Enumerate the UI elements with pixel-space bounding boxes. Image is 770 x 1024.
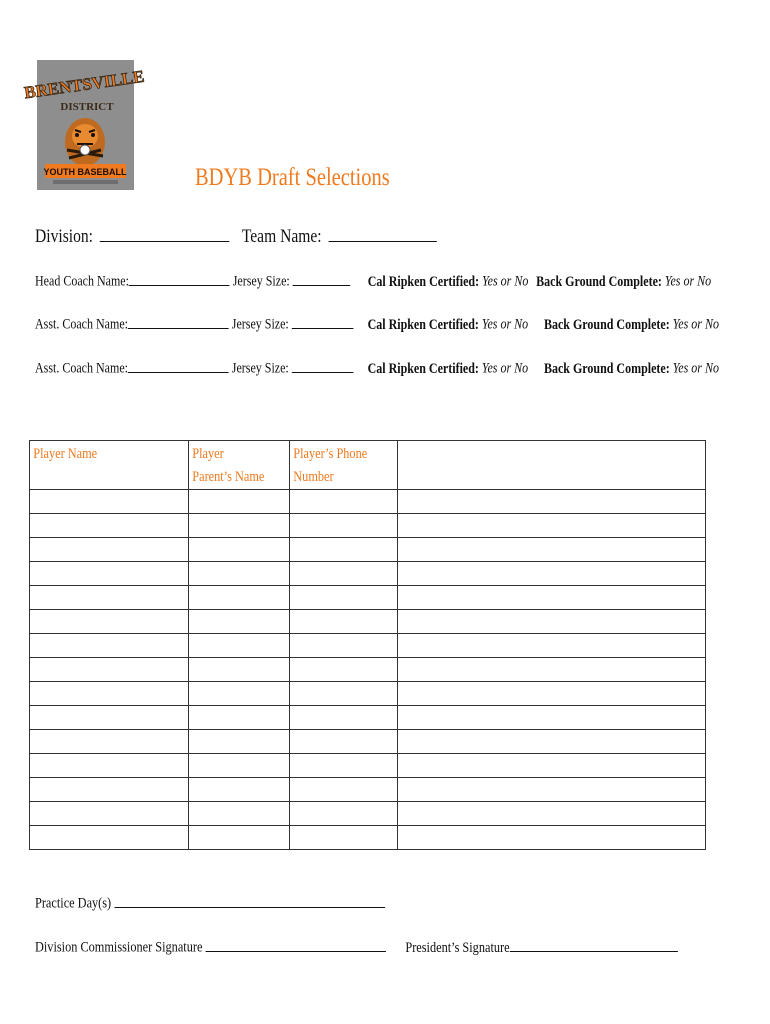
- table-row: [30, 778, 706, 802]
- parent-name-cell[interactable]: [189, 490, 290, 514]
- header-parent-name-line1: Player: [192, 446, 224, 462]
- phone-number-cell[interactable]: [290, 754, 398, 778]
- phone-number-cell[interactable]: [290, 562, 398, 586]
- player-name-cell[interactable]: [30, 514, 189, 538]
- player-name-cell[interactable]: [30, 754, 189, 778]
- player-name-cell[interactable]: [30, 778, 189, 802]
- player-name-cell[interactable]: [30, 538, 189, 562]
- notes-cell[interactable]: [398, 658, 706, 682]
- parent-name-cell[interactable]: [189, 826, 290, 850]
- notes-cell[interactable]: [398, 826, 706, 850]
- asst-coach-row-2: [35, 358, 719, 378]
- practice-days-label: Practice Day(s): [35, 895, 112, 912]
- notes-cell[interactable]: [398, 682, 706, 706]
- table-row: [30, 586, 706, 610]
- parent-name-cell[interactable]: [189, 586, 290, 610]
- background-label: Back Ground Complete:: [543, 360, 670, 377]
- practice-days-row: [35, 893, 385, 913]
- notes-cell[interactable]: [398, 706, 706, 730]
- table-row: [30, 538, 706, 562]
- phone-number-cell[interactable]: [290, 730, 398, 754]
- practice-days-field[interactable]: [114, 893, 385, 908]
- notes-cell[interactable]: [398, 802, 706, 826]
- player-name-cell[interactable]: [30, 634, 189, 658]
- notes-cell[interactable]: [398, 778, 706, 802]
- background-value[interactable]: Yes or No: [672, 316, 719, 333]
- background-label: Back Ground Complete:: [536, 273, 662, 290]
- player-name-cell[interactable]: [30, 658, 189, 682]
- division-label: Division:: [35, 226, 94, 248]
- background-value[interactable]: Yes or No: [672, 360, 719, 377]
- table-row: [30, 754, 706, 778]
- table-row: [30, 730, 706, 754]
- parent-name-cell[interactable]: [189, 730, 290, 754]
- player-name-cell[interactable]: [30, 826, 189, 850]
- table-row: [30, 706, 706, 730]
- parent-name-cell[interactable]: [189, 538, 290, 562]
- parent-name-cell[interactable]: [189, 514, 290, 538]
- player-name-cell[interactable]: [30, 802, 189, 826]
- cal-ripken-value[interactable]: Yes or No: [481, 316, 529, 333]
- phone-number-cell[interactable]: [290, 610, 398, 634]
- cal-ripken-label: Cal Ripken Certified:: [367, 316, 479, 333]
- header-player-name: [30, 441, 189, 490]
- coach-name-field[interactable]: [128, 358, 229, 373]
- signatures-row: [35, 937, 678, 957]
- president-signature-field[interactable]: [510, 937, 678, 952]
- notes-cell[interactable]: [398, 586, 706, 610]
- jersey-size-label: Jersey Size:: [232, 273, 290, 290]
- jersey-size-field[interactable]: [292, 314, 354, 329]
- phone-number-cell[interactable]: [290, 538, 398, 562]
- team-name-label: Team Name:: [241, 226, 322, 248]
- notes-cell[interactable]: [398, 730, 706, 754]
- league-logo: [23, 60, 146, 190]
- background-label: Back Ground Complete:: [543, 316, 670, 333]
- logo-line1: BRENTSVILLE: [23, 66, 146, 103]
- notes-cell[interactable]: [398, 754, 706, 778]
- table-row: [30, 634, 706, 658]
- phone-number-cell[interactable]: [290, 682, 398, 706]
- phone-number-cell[interactable]: [290, 658, 398, 682]
- jersey-size-field[interactable]: [293, 271, 351, 286]
- parent-name-cell[interactable]: [189, 706, 290, 730]
- parent-name-cell[interactable]: [189, 610, 290, 634]
- commissioner-signature-field[interactable]: [205, 937, 385, 952]
- phone-number-cell[interactable]: [290, 490, 398, 514]
- page-title: BDYB Draft Selections: [195, 164, 390, 191]
- phone-number-cell[interactable]: [290, 634, 398, 658]
- header-phone-line1: Player’s Phone: [293, 446, 368, 462]
- table-row: [30, 802, 706, 826]
- header-phone-number: [290, 441, 398, 490]
- player-name-cell[interactable]: [30, 610, 189, 634]
- player-name-cell[interactable]: [30, 562, 189, 586]
- division-field[interactable]: [100, 224, 230, 242]
- table-header-row: [30, 441, 706, 490]
- header-parent-name-line2: Parent’s Name: [192, 469, 265, 485]
- player-roster-table: [29, 440, 706, 850]
- logo-line2: DISTRICT: [60, 101, 114, 113]
- commissioner-signature-label: Division Commissioner Signature: [35, 939, 203, 956]
- cal-ripken-value[interactable]: Yes or No: [481, 360, 529, 377]
- notes-cell[interactable]: [398, 514, 706, 538]
- table-row: [30, 658, 706, 682]
- notes-cell[interactable]: [398, 538, 706, 562]
- parent-name-cell[interactable]: [189, 754, 290, 778]
- header-parent-name: [189, 441, 290, 490]
- president-signature-label: President’s Signature: [405, 939, 510, 956]
- parent-name-cell[interactable]: [189, 634, 290, 658]
- parent-name-cell[interactable]: [189, 682, 290, 706]
- jersey-size-label: Jersey Size:: [231, 360, 289, 377]
- coach-name-field[interactable]: [129, 271, 230, 286]
- phone-number-cell[interactable]: [290, 586, 398, 610]
- table-row: [30, 826, 706, 850]
- cal-ripken-value[interactable]: Yes or No: [482, 273, 529, 290]
- notes-cell[interactable]: [398, 634, 706, 658]
- coach-name-label: Asst. Coach Name:: [35, 360, 128, 377]
- parent-name-cell[interactable]: [189, 778, 290, 802]
- phone-number-cell[interactable]: [290, 826, 398, 850]
- player-name-cell[interactable]: [30, 490, 189, 514]
- logo-line3: YOUTH BASEBALL: [43, 167, 127, 177]
- table-row: [30, 490, 706, 514]
- phone-number-cell[interactable]: [290, 514, 398, 538]
- notes-cell[interactable]: [398, 610, 706, 634]
- header-player-name-text: Player Name: [33, 446, 98, 462]
- coach-name-label: Head Coach Name:: [35, 273, 129, 290]
- coach-name-label: Asst. Coach Name:: [35, 316, 128, 333]
- phone-number-cell[interactable]: [290, 778, 398, 802]
- player-name-cell[interactable]: [30, 682, 189, 706]
- coach-name-field[interactable]: [128, 314, 229, 329]
- parent-name-cell[interactable]: [189, 562, 290, 586]
- parent-name-cell[interactable]: [189, 802, 290, 826]
- division-row: [35, 224, 437, 248]
- player-name-cell[interactable]: [30, 586, 189, 610]
- notes-cell[interactable]: [398, 562, 706, 586]
- header-phone-line2: Number: [293, 469, 334, 485]
- parent-name-cell[interactable]: [189, 658, 290, 682]
- asst-coach-row-1: [35, 314, 719, 334]
- jersey-size-label: Jersey Size:: [231, 316, 289, 333]
- player-name-cell[interactable]: [30, 706, 189, 730]
- table-row: [30, 562, 706, 586]
- cal-ripken-label: Cal Ripken Certified:: [367, 273, 480, 290]
- notes-cell[interactable]: [398, 490, 706, 514]
- head-coach-row: [35, 271, 711, 291]
- cal-ripken-label: Cal Ripken Certified:: [367, 360, 479, 377]
- jersey-size-field[interactable]: [292, 358, 354, 373]
- phone-number-cell[interactable]: [290, 802, 398, 826]
- header-blank: [398, 441, 706, 490]
- phone-number-cell[interactable]: [290, 706, 398, 730]
- table-row: [30, 610, 706, 634]
- background-value[interactable]: Yes or No: [664, 273, 712, 290]
- table-row: [30, 682, 706, 706]
- team-name-field[interactable]: [329, 224, 437, 242]
- player-name-cell[interactable]: [30, 730, 189, 754]
- table-row: [30, 514, 706, 538]
